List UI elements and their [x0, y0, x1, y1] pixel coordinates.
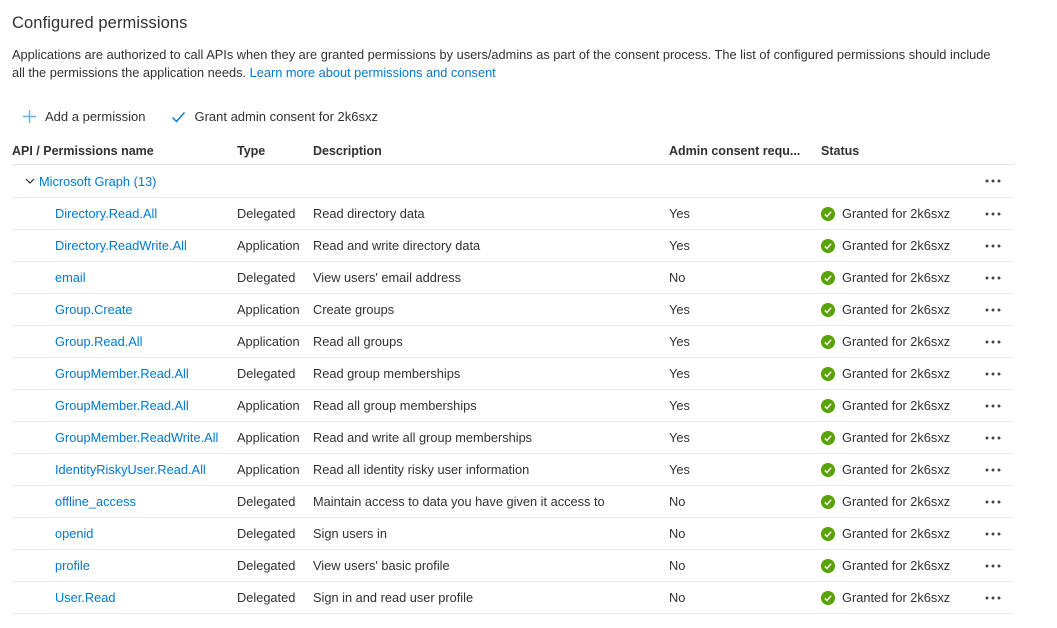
more-options-button[interactable]: [981, 370, 1005, 378]
permission-type: Application: [237, 398, 300, 413]
add-permission-button[interactable]: [22, 109, 145, 124]
admin-consent-required-value: Yes: [669, 398, 690, 413]
more-options-button[interactable]: [981, 434, 1005, 442]
permission-type: Application: [237, 238, 300, 253]
admin-consent-required-value: Yes: [669, 238, 690, 253]
status-text: Granted for 2k6sxz: [842, 366, 951, 381]
granted-check-icon: [821, 399, 835, 413]
more-options-icon: [985, 436, 1001, 440]
status-text: Granted for 2k6sxz: [842, 558, 951, 573]
more-options-button[interactable]: [981, 594, 1005, 602]
permission-name-link[interactable]: profile: [55, 558, 90, 573]
learn-more-link[interactable]: Learn more about permissions and consent: [249, 64, 496, 80]
permission-type: Delegated: [237, 494, 296, 509]
permission-type: Delegated: [237, 270, 296, 285]
permission-description: Read group memberships: [313, 366, 461, 381]
permission-type: Delegated: [237, 590, 296, 605]
more-options-icon: [985, 372, 1001, 376]
more-options-icon: [985, 244, 1001, 248]
status-text: Granted for 2k6sxz: [842, 334, 951, 349]
permission-type: Delegated: [237, 366, 296, 381]
permission-type: Application: [237, 334, 300, 349]
more-options-icon: [985, 532, 1001, 536]
add-permission-label: Add a permission: [45, 108, 146, 124]
more-options-icon: [985, 468, 1001, 472]
more-options-icon: [985, 596, 1001, 600]
permissions-table: [12, 137, 1014, 614]
column-header-description[interactable]: Description: [313, 143, 382, 158]
permission-row: [12, 294, 1014, 326]
plus-icon: [22, 109, 37, 124]
permission-type: Delegated: [237, 206, 296, 221]
permission-row: [12, 230, 1014, 262]
more-options-icon: [985, 340, 1001, 344]
permission-type: Application: [237, 462, 300, 477]
permission-name-link[interactable]: Directory.ReadWrite.All: [55, 238, 187, 253]
permission-type: Application: [237, 430, 300, 445]
status-text: Granted for 2k6sxz: [842, 302, 951, 317]
more-options-button[interactable]: [981, 274, 1005, 282]
more-options-button[interactable]: [981, 338, 1005, 346]
status-text: Granted for 2k6sxz: [842, 494, 951, 509]
more-options-button[interactable]: [981, 210, 1005, 218]
granted-check-icon: [821, 559, 835, 573]
page-title: Configured permissions: [12, 14, 188, 32]
permission-row: [12, 262, 1014, 294]
admin-consent-required-value: No: [669, 270, 686, 285]
more-options-button[interactable]: [981, 498, 1005, 506]
permission-name-link[interactable]: GroupMember.ReadWrite.All: [55, 430, 219, 445]
permission-name-link[interactable]: email: [55, 270, 86, 285]
permission-description: Read all group memberships: [313, 398, 477, 413]
more-options-icon: [985, 308, 1001, 312]
permission-row: [12, 326, 1014, 358]
permission-type: Delegated: [237, 526, 296, 541]
granted-check-icon: [821, 495, 835, 509]
more-options-icon: [985, 564, 1001, 568]
granted-check-icon: [821, 335, 835, 349]
admin-consent-required-value: No: [669, 494, 686, 509]
granted-check-icon: [821, 527, 835, 541]
more-options-icon: [985, 276, 1001, 280]
permission-description: Create groups: [313, 302, 395, 317]
permission-description: Read directory data: [313, 206, 425, 221]
granted-check-icon: [821, 207, 835, 221]
permission-type: Application: [237, 302, 300, 317]
permission-name-link[interactable]: GroupMember.Read.All: [55, 366, 189, 381]
api-group-row: [12, 165, 1014, 198]
granted-check-icon: [821, 303, 835, 317]
admin-consent-required-value: Yes: [669, 302, 690, 317]
more-options-button[interactable]: [981, 562, 1005, 570]
more-options-icon: [985, 500, 1001, 504]
column-header-admin-consent[interactable]: Admin consent requ...: [669, 143, 801, 158]
permission-description: Sign users in: [313, 526, 387, 541]
status-text: Granted for 2k6sxz: [842, 590, 951, 605]
status-text: Granted for 2k6sxz: [842, 270, 951, 285]
column-header-type[interactable]: Type: [237, 143, 266, 158]
chevron-down-icon[interactable]: [24, 175, 36, 187]
description-text: Applications are authorized to call APIs when they are granted permissions by users/admins as part of the consent process. The list of configured permissions should include all the permissions the application needs.: [12, 47, 991, 80]
permission-name-link[interactable]: IdentityRiskyUser.Read.All: [55, 462, 206, 477]
grant-admin-consent-label: Grant admin consent for 2k6sxz: [194, 108, 378, 124]
more-options-icon: [985, 212, 1001, 216]
status-text: Granted for 2k6sxz: [842, 206, 951, 221]
api-group-link[interactable]: Microsoft Graph (13): [39, 173, 157, 189]
granted-check-icon: [821, 591, 835, 605]
column-header-status[interactable]: Status: [821, 143, 860, 158]
check-icon: [171, 109, 186, 124]
granted-check-icon: [821, 271, 835, 285]
permission-name-link[interactable]: GroupMember.Read.All: [55, 398, 189, 413]
permission-row: [12, 454, 1014, 486]
admin-consent-required-value: Yes: [669, 462, 690, 477]
permissions-description: [12, 46, 1004, 81]
admin-consent-required-value: No: [669, 558, 686, 573]
permission-description: Read all groups: [313, 334, 403, 349]
permission-description: View users' basic profile: [313, 558, 450, 573]
permission-row: [12, 550, 1014, 582]
more-options-button[interactable]: [981, 466, 1005, 474]
more-options-button[interactable]: [981, 177, 1005, 185]
admin-consent-required-value: Yes: [669, 430, 690, 445]
more-options-button[interactable]: [981, 242, 1005, 250]
permission-name-link[interactable]: Directory.Read.All: [55, 206, 158, 221]
permission-row: [12, 358, 1014, 390]
permission-name-link[interactable]: Group.Create: [55, 302, 133, 317]
status-text: Granted for 2k6sxz: [842, 526, 951, 541]
admin-consent-required-value: Yes: [669, 366, 690, 381]
permission-description: Read all identity risky user information: [313, 462, 530, 477]
permission-row: [12, 486, 1014, 518]
granted-check-icon: [821, 463, 835, 477]
permission-row: [12, 582, 1014, 614]
table-header-row: [12, 137, 1014, 165]
permission-type: Delegated: [237, 558, 296, 573]
grant-admin-consent-button[interactable]: [171, 109, 378, 124]
permission-row: [12, 198, 1014, 230]
permission-description: Read and write directory data: [313, 238, 481, 253]
granted-check-icon: [821, 431, 835, 445]
status-text: Granted for 2k6sxz: [842, 430, 951, 445]
granted-check-icon: [821, 367, 835, 381]
admin-consent-required-value: No: [669, 526, 686, 541]
column-header-name[interactable]: API / Permissions name: [12, 143, 154, 158]
permissions-toolbar: [12, 101, 1057, 131]
status-text: Granted for 2k6sxz: [842, 238, 951, 253]
more-options-button[interactable]: [981, 530, 1005, 538]
permission-name-link[interactable]: offline_access: [55, 494, 136, 509]
permission-name-link[interactable]: User.Read: [55, 590, 116, 605]
status-text: Granted for 2k6sxz: [842, 398, 951, 413]
permission-description: Sign in and read user profile: [313, 590, 474, 605]
more-options-icon: [985, 179, 1001, 183]
more-options-button[interactable]: [981, 306, 1005, 314]
more-options-button[interactable]: [981, 402, 1005, 410]
admin-consent-required-value: Yes: [669, 334, 690, 349]
permission-description: Read and write all group memberships: [313, 430, 533, 445]
more-options-icon: [985, 404, 1001, 408]
admin-consent-required-value: No: [669, 590, 686, 605]
status-text: Granted for 2k6sxz: [842, 462, 951, 477]
permission-description: View users' email address: [313, 270, 462, 285]
permission-name-link[interactable]: Group.Read.All: [55, 334, 143, 349]
permission-description: Maintain access to data you have given it access to: [313, 494, 605, 509]
permission-row: [12, 390, 1014, 422]
permission-row: [12, 518, 1014, 550]
permission-row: [12, 422, 1014, 454]
permission-name-link[interactable]: openid: [55, 526, 94, 541]
admin-consent-required-value: Yes: [669, 206, 690, 221]
granted-check-icon: [821, 239, 835, 253]
